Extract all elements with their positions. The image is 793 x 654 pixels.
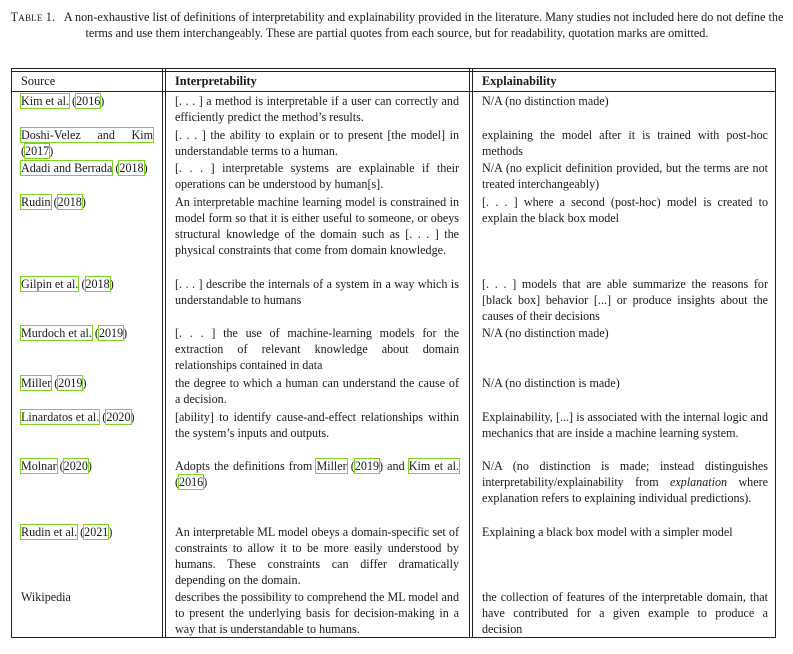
citation-link[interactable]: Rudin bbox=[21, 195, 51, 209]
explainability-cell: [. . . ] models that are able summarize the reasons for [black box] behavior [...] or produce insights about the causes of their decisions bbox=[482, 277, 768, 323]
citation-year-link[interactable]: 2016 bbox=[76, 94, 101, 108]
source-cell: Kim et al. (2016) bbox=[21, 94, 105, 108]
interpretability-cell: An interpretable ML model obeys a domain-specific set of constraints to allow it to be more easily understood by humans. These constraints can differ dramatically depending on the domain. bbox=[175, 525, 459, 587]
source-cell: Molnar (2020) bbox=[21, 459, 92, 473]
citation-year-link[interactable]: 2019 bbox=[354, 459, 380, 473]
citation-link[interactable]: Gilpin et al. bbox=[21, 277, 79, 291]
header-source: Source bbox=[21, 74, 56, 88]
citation-year-link[interactable]: 2018 bbox=[85, 277, 110, 291]
citation-link[interactable]: Murdoch et al. bbox=[21, 326, 92, 340]
explainability-text: where explanation refers to explaining individual predictions). bbox=[482, 475, 768, 505]
citation-year-link[interactable]: 2018 bbox=[119, 161, 144, 175]
source-cell: Rudin et al. (2021) bbox=[21, 525, 113, 539]
citation-year-link[interactable]: 2021 bbox=[84, 525, 109, 539]
interpretability-cell: describes the possibility to comprehend the ML model and to present the underlying basis for decision-making in a way that is understandable to humans. bbox=[175, 590, 459, 636]
explainability-cell: N/A (no distinction is made) bbox=[482, 376, 620, 390]
source-cell: Gilpin et al. (2018) bbox=[21, 277, 114, 291]
explainability-cell: [. . . ] where a second (post-hoc) model is created to explain the black box model bbox=[482, 195, 768, 225]
interpretability-cell: Adopts the definitions from Miller (2019) and Kim et al. (2016) bbox=[175, 459, 459, 489]
explainability-cell bbox=[482, 458, 768, 506]
interpretability-cell: [. . . ] the ability to explain or to present [the model] in understandable terms to a human. bbox=[175, 128, 459, 158]
explainability-cell: N/A (no distinction made) bbox=[482, 94, 609, 108]
header-rule bbox=[11, 91, 776, 92]
explainability-text: N/A (no distinction is made; instead distinguishes interpretability/explainability from bbox=[482, 459, 768, 489]
citation-year-link[interactable]: 2020 bbox=[63, 459, 88, 473]
citation-year-link[interactable]: 2020 bbox=[106, 410, 131, 424]
citation-link[interactable]: Miller bbox=[21, 376, 52, 390]
col-border-2b bbox=[472, 69, 473, 637]
interpretability-cell: An interpretable machine learning model is constrained in model form so that it is either useful to someone, or obeys structural knowledge of the domain such as [. . . ] the physical constraints that come from domain knowledge. bbox=[175, 195, 459, 257]
col-border-left bbox=[11, 69, 12, 637]
explainability-emphasis: explanation bbox=[669, 475, 728, 489]
source-cell: Wikipedia bbox=[21, 590, 71, 604]
col-border-1b bbox=[165, 69, 166, 637]
header-interpretability: Interpretability bbox=[175, 74, 257, 88]
citation-year-link[interactable]: 2017 bbox=[25, 144, 50, 158]
interpretability-cell: [. . . ] the use of machine-learning models for the extraction of relevant knowledge about domain relationships contained in data bbox=[175, 326, 459, 372]
source-cell: Adadi and Berrada (2018) bbox=[21, 161, 148, 175]
interpretability-cell: [. . . ] describe the internals of a system in a way which is understandable to humans bbox=[175, 277, 459, 307]
caption-text: A non-exhaustive list of definitions of interpretability and explainability provided in the literature. Many studies not included here do not define the terms and use them interchangeably. These are partial quotes from each source, but for readability, quotation marks are omitted. bbox=[63, 10, 784, 40]
citation-year-link[interactable]: 2018 bbox=[57, 195, 82, 209]
source-cell: Linardatos et al. (2020) bbox=[21, 410, 135, 424]
table-caption bbox=[8, 9, 786, 41]
interpretability-cell: the degree to which a human can understand the cause of a decision. bbox=[175, 376, 459, 406]
source-cell: Murdoch et al. (2019) bbox=[21, 326, 128, 340]
interpretability-cell: [ability] to identify cause-and-effect relationships within the system’s inputs and outputs. bbox=[175, 410, 459, 440]
col-border-1 bbox=[162, 69, 163, 637]
citation-link[interactable]: Miller bbox=[316, 459, 347, 473]
explainability-cell: the collection of features of the interpretable domain, that have contributed for a given example to produce a decision bbox=[482, 590, 768, 636]
source-cell: Doshi-Velez and Kim (2017) bbox=[21, 128, 153, 158]
interpretability-cell: [. . . ] interpretable systems are explainable if their operations can be understood by human[s]. bbox=[175, 161, 459, 191]
interpretability-cell: [. . . ] a method is interpretable if a user can correctly and efficiently predict the method’s results. bbox=[175, 94, 459, 124]
citation-link[interactable]: Adadi and Berrada bbox=[21, 161, 113, 175]
col-border-2 bbox=[469, 69, 470, 637]
source-cell: Miller (2019) bbox=[21, 376, 87, 390]
citation-link[interactable]: Doshi-Velez and Kim bbox=[21, 128, 153, 142]
table-label: Table 1. bbox=[10, 10, 56, 24]
citation-link[interactable]: Linardatos et al. bbox=[21, 410, 100, 424]
citation-link[interactable]: Kim et al. bbox=[408, 459, 459, 473]
explainability-cell: Explainability, [...] is associated with the internal logic and mechanics that are inside a machine learning system. bbox=[482, 410, 768, 440]
citation-year-link[interactable]: 2019 bbox=[58, 376, 83, 390]
citation-link[interactable]: Kim et al. bbox=[21, 94, 70, 108]
header-explainability: Explainability bbox=[482, 74, 557, 88]
source-cell: Rudin (2018) bbox=[21, 195, 86, 209]
explainability-cell: Explaining a black box model with a simpler model bbox=[482, 525, 733, 539]
col-border-right bbox=[775, 69, 776, 637]
citation-year-link[interactable]: 2019 bbox=[98, 326, 124, 340]
explainability-cell: N/A (no distinction made) bbox=[482, 326, 609, 340]
citation-link[interactable]: Molnar bbox=[21, 459, 57, 473]
citation-year-link[interactable]: 2016 bbox=[179, 475, 204, 489]
explainability-cell: N/A (no explicit definition provided, but the terms are not treated interchangeably) bbox=[482, 161, 768, 191]
citation-link[interactable]: Rudin et al. bbox=[21, 525, 78, 539]
explainability-cell: explaining the model after it is trained with post-hoc methods bbox=[482, 128, 768, 158]
top-double-rule bbox=[11, 71, 776, 72]
definitions-table bbox=[11, 68, 776, 638]
